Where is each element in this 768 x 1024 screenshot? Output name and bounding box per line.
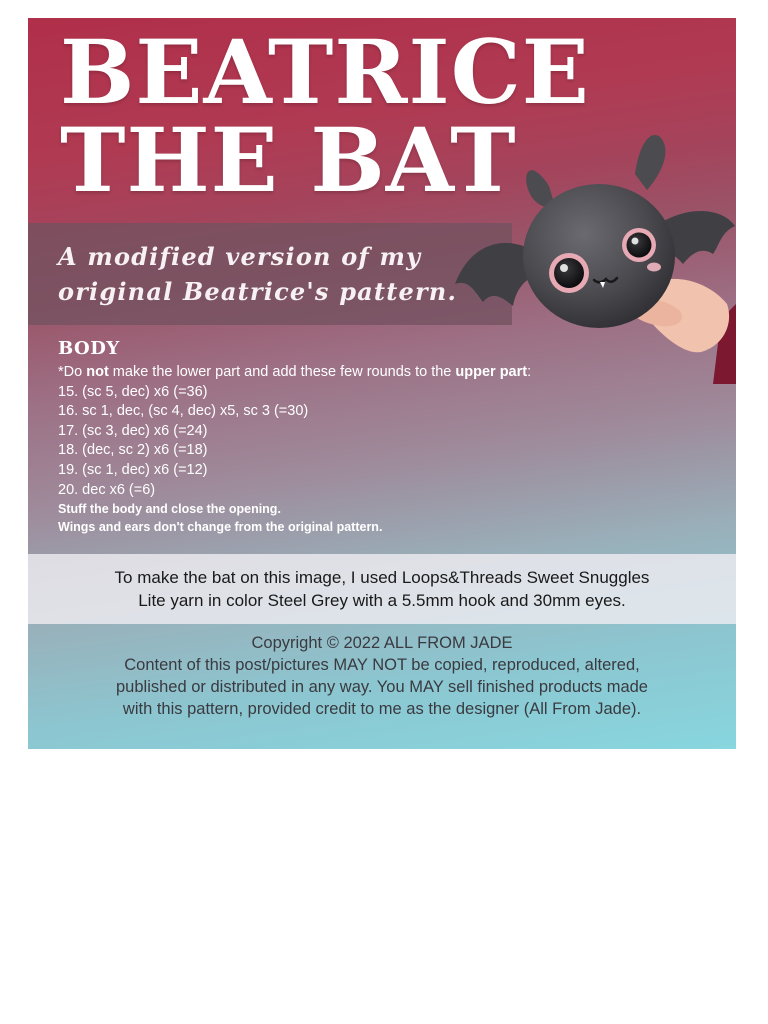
copyright-line-4: with this pattern, provided credit to me as the designer (All From Jade). xyxy=(122,700,642,718)
copyright-line-1: Copyright © 2022 ALL FROM JADE xyxy=(251,634,513,652)
subtitle xyxy=(58,239,457,309)
round-15: 15. (sc 5, dec) x6 (=36) xyxy=(58,383,208,400)
title-line-1: BEATRICE xyxy=(60,20,590,124)
cheek-shape xyxy=(647,263,661,272)
closing-line-1: Stuff the body and close the opening. xyxy=(58,502,281,517)
subtitle-line-1: A modified version of my xyxy=(58,242,422,271)
asterisk-symbol: * xyxy=(58,364,64,380)
materials-line-2: Lite yarn in color Steel Grey with a 5.5mm hook and 30mm eyes. xyxy=(138,591,626,610)
copyright-line-2: Content of this post/pictures MAY NOT be copied, reproduced, altered, xyxy=(124,656,640,674)
right-eye xyxy=(627,233,652,258)
subtitle-line-2: original Beatrice's pattern. xyxy=(58,277,458,306)
round-18: 18. (dec, sc 2) x6 (=18) xyxy=(58,442,208,459)
materials-note xyxy=(28,554,736,624)
left-eye xyxy=(554,258,584,288)
title-line-2: THE BAT xyxy=(60,108,517,212)
body-instructions xyxy=(58,338,658,536)
round-19: 19. (sc 1, dec) x6 (=12) xyxy=(58,461,208,478)
pattern-card xyxy=(28,18,736,749)
bat-body-shape xyxy=(523,184,675,328)
note-text-1: Do xyxy=(63,364,87,380)
closing-line-2: Wings and ears don't change from the original pattern. xyxy=(58,520,383,535)
instruction-note xyxy=(58,363,658,383)
round-17: 17. (sc 3, dec) x6 (=24) xyxy=(58,422,208,439)
section-heading-body: BODY xyxy=(58,338,120,359)
materials-line-1: To make the bat on this image, I used Loops&Threads Sweet Snuggles xyxy=(114,568,650,587)
round-16: 16. sc 1, dec, (sc 4, dec) x5, sc 3 (=30) xyxy=(58,403,309,420)
round-20: 20. dec x6 (=6) xyxy=(58,481,156,498)
note-bold-1: not xyxy=(86,364,109,380)
note-text-3: : xyxy=(527,364,532,380)
subtitle-band xyxy=(28,223,512,325)
copyright-line-3: published or distributed in any way. You MAY sell finished products made xyxy=(116,678,648,696)
copyright-notice xyxy=(28,632,736,720)
note-text-2: make the lower part and add these few rounds to the xyxy=(108,364,456,380)
note-bold-2: upper part xyxy=(455,364,528,380)
right-ear-shape xyxy=(635,135,665,190)
